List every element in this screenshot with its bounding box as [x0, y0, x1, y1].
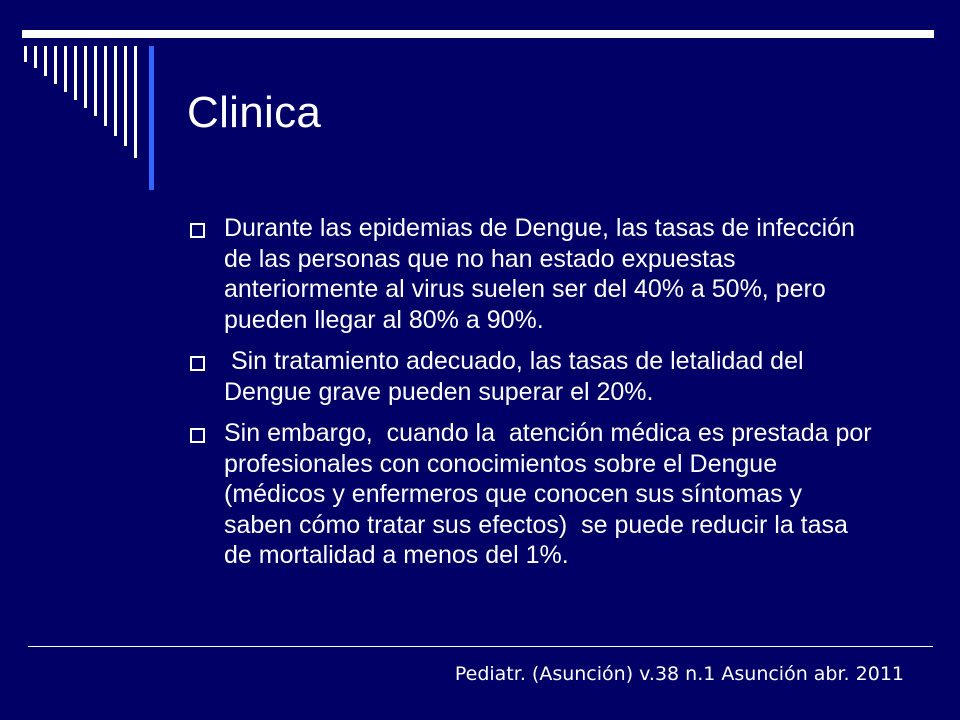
- top-rule: [22, 30, 934, 38]
- deco-bar: [24, 46, 27, 62]
- hollow-square-bullet-icon: [190, 356, 205, 371]
- bottom-rule: [28, 646, 933, 647]
- bullet-list: [186, 213, 879, 582]
- bullet-text: Durante las epidemias de Dengue, las tasas de infección de las personas que no han estado expuestas anteriormente al virus suelen ser del 40% a 50%, pero pueden llegar al 80% a 90%.: [224, 214, 855, 334]
- deco-bar: [74, 46, 77, 100]
- citation: Pediatr. (Asunción) v.38 n.1 Asunción abr. 2011: [454, 663, 904, 685]
- deco-bar: [94, 46, 97, 116]
- hollow-square-bullet-icon: [190, 223, 205, 238]
- deco-bar: [114, 46, 117, 136]
- hollow-square-bullet-icon: [190, 428, 205, 443]
- deco-bar: [44, 46, 47, 76]
- deco-bar: [149, 46, 154, 190]
- bullet-text: Sin embargo, cuando la atención médica es prestada por profesionales con conocimientos sobre el Dengue (médicos y enfermeros que conocen sus síntomas y saben cómo tratar sus efectos) se puede reducir la tasa de mortalidad a menos del 1%.: [224, 419, 879, 569]
- bullet-item: [186, 418, 879, 571]
- deco-bar: [134, 46, 137, 158]
- bullet-text: Sin tratamiento adecuado, las tasas de letalidad del Dengue grave pueden superar el 20%.: [224, 347, 811, 406]
- deco-bar: [54, 46, 57, 84]
- bullet-item: [186, 213, 876, 335]
- slide-title: Clinica: [187, 88, 322, 137]
- deco-bar: [84, 46, 87, 108]
- deco-bar: [34, 46, 37, 68]
- deco-bar: [124, 46, 127, 146]
- deco-bar: [64, 46, 67, 92]
- bullet-item: [186, 346, 876, 407]
- deco-bar: [104, 46, 107, 126]
